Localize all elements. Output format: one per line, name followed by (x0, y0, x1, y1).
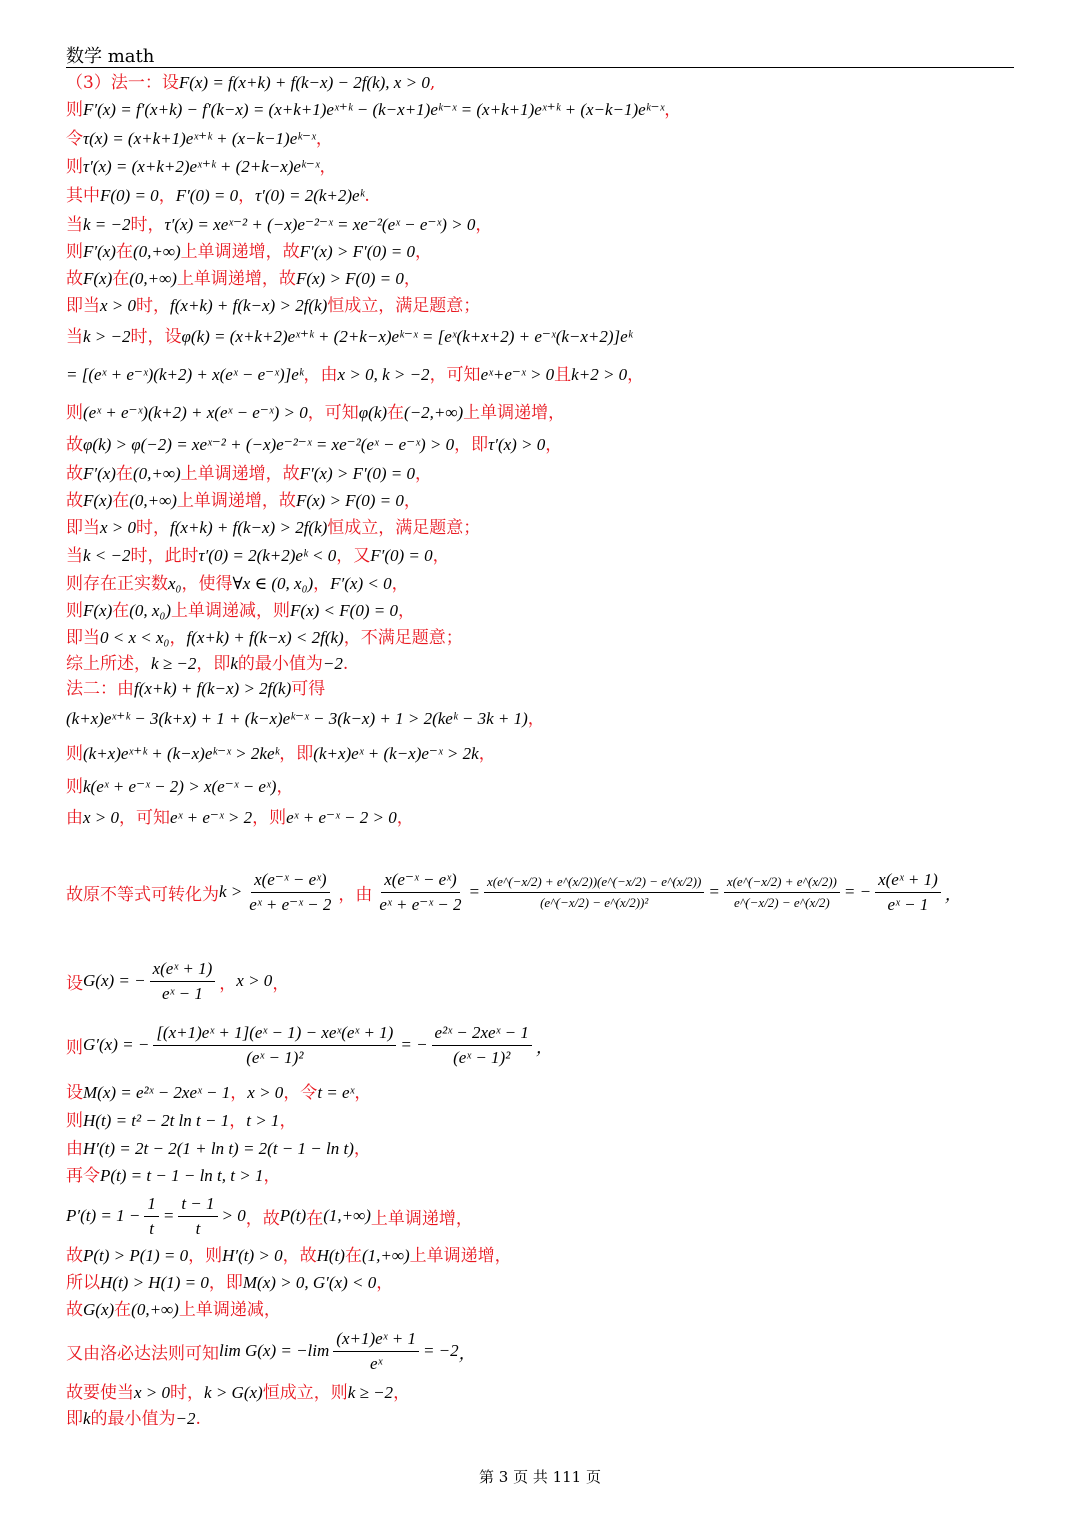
text: 的最小值为 (237, 653, 323, 674)
text: ， (397, 600, 415, 621)
math: τ′(x) = (x+k+2)eˣ⁺ᵏ + (2+k−x)eᵏ⁻ˣ (83, 157, 320, 176)
solution-line (66, 1107, 1014, 1135)
text: 即当 (66, 518, 100, 538)
text: . (364, 186, 370, 206)
text: 即 (66, 1408, 83, 1429)
math: k(eˣ + e⁻ˣ − 2) > x(e⁻ˣ − eˣ) (83, 776, 277, 796)
math: = − (400, 1035, 428, 1054)
text: 时， (136, 296, 171, 316)
math: ∀x ∈ (0, x₀) (232, 573, 314, 593)
math: eˣ+e⁻ˣ > 0 (480, 365, 555, 384)
text: ， (319, 157, 337, 177)
math: G′(x) = − (83, 1035, 150, 1054)
g-derivative-line (66, 1011, 1014, 1079)
math: F(x) > F(0) = 0 (295, 490, 404, 510)
math: M(x) > 0, G′(x) < 0 (242, 1272, 377, 1292)
solution-line (66, 430, 1014, 460)
math: = −2 (422, 1341, 459, 1360)
solution-line (66, 292, 1014, 320)
fraction (178, 1194, 217, 1239)
math: F′(x) > F′(0) = 0 (299, 463, 415, 483)
conclusion-block (66, 1379, 1014, 1431)
text: 上单调递增，故 (176, 268, 296, 289)
solution-line (66, 320, 1014, 354)
text: ， (169, 627, 187, 648)
math: G(x) (83, 1299, 115, 1319)
math: > 0 (221, 1206, 246, 1225)
math: G(x) = − (83, 971, 146, 990)
denominator: eˣ − 1 (162, 983, 203, 1003)
text: 在 (115, 463, 133, 484)
math: x > 0, k > −2 (337, 365, 430, 384)
solution-line (66, 1406, 1014, 1431)
text: ， (393, 1382, 411, 1403)
text: 且 (554, 365, 572, 385)
text: 故 (66, 490, 83, 511)
text: 又由洛必达法则可知 (66, 1343, 219, 1364)
fraction (150, 959, 216, 1004)
text: ， (664, 100, 682, 120)
solution-line (66, 514, 1014, 542)
math: P(t) > P(1) = 0 (83, 1245, 189, 1265)
math: (k+x)eˣ⁺ᵏ − 3(k+x) + 1 + (k−x)eᵏ⁻ˣ − 3(k−x) + 1 > 2(keᵏ − 3k + 1) (66, 709, 528, 728)
math: ， (944, 884, 962, 904)
text: 则 (66, 241, 83, 262)
text: ， (478, 743, 496, 764)
text: 则 (66, 1037, 83, 1058)
solution-line (66, 701, 1014, 737)
solution-line (66, 651, 1014, 676)
page-number-footer: 第 3 页 共 111 页 (478, 1468, 601, 1486)
text: ， (403, 268, 421, 289)
math: k > −2 (83, 327, 131, 346)
text: ，即 (196, 653, 231, 674)
text: 再令 (66, 1166, 100, 1186)
text: 时， (130, 214, 165, 235)
text: ， (229, 1111, 247, 1131)
text: 在 (112, 268, 130, 289)
math: k ≥ −2 (151, 653, 197, 673)
text: 当 (66, 327, 83, 347)
transform-inequality-line (66, 833, 1014, 951)
text: 故 (66, 268, 83, 289)
text: 时，此时 (130, 546, 199, 566)
math: = (708, 882, 720, 901)
text: ，可知 (429, 365, 481, 385)
math: H(t) = t² − 2t ln t − 1 (83, 1111, 230, 1130)
text: 则 (66, 600, 83, 621)
math: t > 1 (246, 1111, 280, 1130)
text: ，即 (279, 743, 314, 764)
math: = [(eˣ + e⁻ˣ)(k+2) + x(eˣ − e⁻ˣ)]eᵏ (66, 365, 304, 384)
math: τ′(x) = xeˣ⁻² + (−x)e⁻²⁻ˣ = xe⁻²(eˣ − e⁻ˣ) > 0 (164, 214, 476, 234)
g-definition-line (66, 951, 1014, 1011)
solution-line (66, 803, 1014, 833)
p-derivative-line (66, 1190, 1014, 1242)
denominator: eˣ + e⁻ˣ − 2 (379, 894, 462, 914)
numerator: t − 1 (178, 1194, 217, 1217)
math: φ(k) = (x+k+2)eˣ⁺ᵏ + (2+k−x)eᵏ⁻ˣ = [eˣ(k+x+2) + e⁻ˣ(k−x+2)]eᵏ (181, 327, 633, 346)
math: τ′(x) > 0 (488, 435, 546, 454)
text: ， (354, 1083, 372, 1103)
text: 即当 (66, 627, 100, 648)
solution-line (66, 396, 1014, 430)
solution-line (66, 1296, 1014, 1323)
text: 时，设 (130, 327, 182, 347)
text: 则 (66, 743, 83, 764)
text: ，故 (245, 1208, 280, 1229)
solution-line (66, 597, 1014, 624)
text: 设 (66, 973, 83, 994)
text: ， (353, 1138, 371, 1159)
text: , (429, 72, 436, 93)
text: ， (219, 973, 237, 994)
math: f(x+k) + f(k−x) > 2f(k) (170, 296, 328, 315)
solution-line (66, 211, 1014, 238)
text: 则 (66, 100, 83, 120)
text: 当 (66, 546, 83, 566)
math: H′(t) > 0 (222, 1245, 283, 1265)
solution-line (66, 624, 1014, 651)
text: ， (376, 1272, 394, 1293)
text: ，则 (252, 808, 287, 828)
solution-line (66, 542, 1014, 570)
math: k (83, 1408, 91, 1428)
text: 在 (387, 403, 405, 423)
math: = − (843, 882, 872, 901)
text: ，由 (338, 884, 373, 905)
math: k (230, 653, 238, 673)
text: ， (263, 1166, 281, 1186)
text: 的最小值为 (90, 1408, 176, 1429)
math: (0,+∞) (131, 1299, 179, 1319)
text: ， (527, 709, 545, 729)
solution-line (66, 95, 1014, 125)
text: ，则 (188, 1245, 223, 1266)
math: M(x) = e²ˣ − 2xeˣ − 1 (83, 1083, 231, 1102)
solution-line (66, 238, 1014, 265)
solution-line (66, 125, 1014, 153)
text: ，又 (336, 546, 371, 566)
text: 则 (66, 403, 83, 423)
denominator: eˣ + e⁻ˣ − 2 (249, 894, 332, 914)
solution-line (66, 460, 1014, 487)
text: ， (391, 573, 409, 594)
fraction (432, 1023, 532, 1068)
text: 令 (66, 129, 83, 149)
text: 上单调递减， (178, 1299, 281, 1320)
denominator: eˣ (369, 1353, 383, 1373)
text: ，即 (454, 435, 489, 455)
text: 上单调递增， (409, 1245, 512, 1266)
solution-line (66, 265, 1014, 292)
denominator: e^(−x/2) − e^(x/2) (734, 894, 830, 910)
text: ， (403, 490, 421, 511)
math: f(x+k) + f(k−x) > 2f(k) (134, 678, 292, 698)
math: (0,+∞) (132, 241, 181, 261)
text: 时， (170, 1382, 205, 1403)
text: 上单调递增，故 (180, 241, 300, 262)
math: (k+x)eˣ + (k−x)e⁻ˣ > 2k (313, 743, 479, 763)
math: F(x) = f(x+k) + f(k−x) − 2f(k), x > 0 (178, 72, 430, 92)
limit-line (66, 1323, 1014, 1379)
math: k < −2 (83, 546, 131, 565)
math: φ(k) (358, 403, 388, 422)
numerator: 1 (144, 1194, 159, 1217)
solution-line (66, 354, 1014, 396)
text: ， (272, 973, 290, 994)
math: x > 0 (83, 808, 120, 827)
math: F′(0) = 0 (175, 186, 239, 205)
text: 上单调递减，则 (171, 600, 291, 621)
text: ， (158, 186, 176, 206)
math: H′(t) = 2t − 2(1 + ln t) = 2(t − 1 − ln t) (83, 1138, 354, 1158)
math: lim G(x) = −lim (219, 1341, 330, 1360)
text: 故 (66, 1245, 83, 1266)
text: 则存在正实数 (66, 573, 168, 594)
math: (0,+∞) (132, 463, 181, 483)
math: H(t) (316, 1245, 345, 1265)
text: 故 (66, 435, 83, 455)
math: −2 (175, 1408, 196, 1428)
fraction (153, 1023, 396, 1068)
denominator: (e^(−x/2) − e^(x/2))² (540, 894, 649, 910)
text: （3）法一：设 (66, 72, 179, 93)
math: τ(x) = (x+k+1)eˣ⁺ᵏ + (x−k−1)eᵏ⁻ˣ (83, 129, 316, 148)
fraction (144, 1194, 159, 1239)
solution-line (66, 1162, 1014, 1190)
math: k = −2 (83, 214, 131, 234)
math: P′(t) = 1 − (66, 1206, 141, 1225)
math: (0, x₀) (129, 600, 172, 620)
text: 所以 (66, 1272, 100, 1293)
math: (0,+∞) (129, 490, 177, 510)
solution-line (66, 1079, 1014, 1107)
numerator: [(x+1)eˣ + 1](eˣ − 1) − xeˣ(eˣ + 1) (153, 1023, 396, 1046)
fraction (333, 1329, 419, 1374)
math: k > (219, 882, 243, 901)
math: P(t) (279, 1206, 307, 1225)
text: ， (238, 186, 256, 206)
math: x > 0 (100, 518, 137, 537)
numerator: e²ˣ − 2xeˣ − 1 (432, 1023, 532, 1046)
text: ， (313, 573, 331, 594)
math: eˣ + e⁻ˣ > 2 (170, 808, 253, 827)
text: 其中 (66, 186, 100, 206)
solution-line (66, 737, 1014, 770)
math: (0,+∞) (129, 268, 177, 288)
numerator: x(e⁻ˣ − eˣ) (381, 870, 460, 893)
text: ， (475, 214, 493, 235)
math: x > 0 (247, 1083, 284, 1102)
math: (eˣ + e⁻ˣ)(k+2) + x(eˣ − e⁻ˣ) > 0 (83, 403, 308, 422)
page-header: 数学 math (66, 46, 155, 67)
denominator: (eˣ − 1)² (246, 1047, 304, 1067)
math: F′(x) < 0 (330, 573, 392, 593)
text: ， (396, 808, 414, 828)
math: −2 (322, 653, 343, 673)
text: ， (315, 129, 333, 149)
text: ，故 (282, 1245, 317, 1266)
fraction (724, 874, 840, 911)
text: ，即 (208, 1272, 243, 1293)
text: 上单调递增，故 (176, 490, 296, 511)
denominator: eˣ − 1 (887, 894, 929, 914)
text: 则 (66, 1111, 83, 1131)
solution-line (66, 1379, 1014, 1406)
math: = (162, 1206, 175, 1225)
math: 0 < x < x₀ (100, 627, 170, 647)
text: 由 (66, 808, 83, 828)
math: (1,+∞) (323, 1206, 371, 1225)
math: P(t) = t − 1 − ln t, t > 1 (100, 1166, 264, 1185)
math: k+2 > 0 (571, 365, 628, 384)
text: 上单调递增， (370, 1208, 473, 1229)
text: 故要使当 (66, 1382, 134, 1403)
math: F′(x) > F′(0) = 0 (299, 241, 415, 261)
text: 即当 (66, 296, 100, 316)
header-rule (66, 67, 1014, 68)
solution-line (66, 153, 1014, 181)
math: F(0) = 0 (100, 186, 159, 205)
math: H(t) > H(1) = 0 (100, 1272, 209, 1292)
math: F′(0) = 0 (370, 546, 433, 565)
method-one-block (66, 70, 1014, 833)
math: F(x) (83, 490, 113, 510)
text: ， (415, 463, 432, 484)
text: 在 (115, 241, 133, 262)
denominator: (eˣ − 1)² (453, 1047, 511, 1067)
text: ， (230, 1083, 248, 1103)
text: 时， (136, 518, 171, 538)
text: ， (432, 546, 450, 566)
text: ，可知 (119, 808, 171, 828)
text: 在 (112, 600, 130, 621)
math: F(x) > F(0) = 0 (295, 268, 404, 288)
solution-body (66, 70, 1014, 1431)
text: ，使得 (181, 573, 233, 594)
text: 在 (344, 1245, 362, 1266)
text: 则 (66, 157, 83, 177)
text: ， (545, 435, 563, 455)
fraction (484, 874, 704, 911)
math: F(x) (83, 268, 113, 288)
text: ，令 (283, 1083, 318, 1103)
text: 设 (66, 1083, 83, 1103)
solution-line (66, 676, 1014, 701)
solution-line (66, 487, 1014, 514)
math: (k+x)eˣ⁺ᵏ + (k−x)eᵏ⁻ˣ > 2keᵏ (83, 743, 280, 763)
text: ，不满足题意； (343, 627, 463, 648)
text: 由 (66, 1138, 83, 1159)
text: ， (276, 776, 294, 797)
text: ， (415, 241, 432, 262)
fraction (376, 870, 464, 915)
math: k ≥ −2 (347, 1382, 394, 1402)
math: F′(x) = f′(x+k) − f′(k−x) = (x+k+1)eˣ⁺ᵏ − (k−x+1)eᵏ⁻ˣ = (x+k+1)eˣ⁺ᵏ + (x−k−1)eᵏ⁻ˣ (83, 100, 665, 119)
math: φ(k) > φ(−2) = xeˣ⁻² + (−x)e⁻²⁻ˣ = xe⁻²(eˣ − e⁻ˣ) > 0 (83, 435, 455, 454)
numerator: (x+1)eˣ + 1 (333, 1329, 419, 1352)
math: x > 0 (134, 1382, 171, 1402)
text: 综上所述， (66, 653, 151, 674)
text: 故 (66, 1299, 83, 1320)
text: 故原不等式可转化为 (66, 884, 219, 905)
text: ， (627, 365, 645, 385)
numerator: x(eˣ + 1) (875, 870, 941, 893)
solution-line (66, 1242, 1014, 1269)
text: 可得 (291, 678, 326, 699)
text: 在 (112, 490, 130, 511)
text: 在 (306, 1208, 324, 1229)
math: x > 0 (100, 296, 137, 315)
math: τ′(0) = 2(k+2)eᵏ < 0 (198, 546, 337, 565)
numerator: x(e⁻ˣ − eˣ) (251, 870, 330, 893)
math: ， (458, 1343, 476, 1363)
text: 法二：由 (66, 678, 134, 699)
numerator: x(e^(−x/2) + e^(x/2)) (724, 874, 840, 893)
text: 恒成立，满足题意； (327, 296, 481, 316)
math: (1,+∞) (361, 1245, 410, 1265)
math: f(x+k) + f(k−x) > 2f(k) (170, 518, 328, 537)
math: F′(x) (83, 241, 116, 261)
math: t = eˣ (317, 1083, 355, 1102)
text: ，由 (303, 365, 338, 385)
text: . (195, 1408, 201, 1429)
text: 当 (66, 214, 83, 235)
substitution-block (66, 1079, 1014, 1190)
math: x₀ (168, 573, 182, 593)
text: 则 (66, 776, 83, 797)
solution-line (66, 770, 1014, 803)
text: 恒成立，满足题意； (327, 518, 481, 538)
text: ， (279, 1111, 297, 1131)
denominator: t (149, 1218, 154, 1238)
text: 故 (66, 463, 83, 484)
text: 上单调递增，故 (180, 463, 300, 484)
solution-line (66, 1269, 1014, 1296)
text: . (342, 653, 349, 674)
math: x > 0 (236, 971, 273, 990)
fraction (246, 870, 334, 915)
text: 恒成立，则 (262, 1382, 348, 1403)
math: = (468, 882, 480, 901)
text: 上单调递增， (463, 403, 566, 423)
math: f(x+k) + f(k−x) < 2f(k) (186, 627, 344, 647)
math: F(x) (83, 600, 113, 620)
math: ， (535, 1037, 553, 1057)
math: F′(x) (83, 463, 116, 483)
solution-line (66, 70, 1014, 95)
numerator: x(eˣ + 1) (150, 959, 216, 982)
math: (−2,+∞) (404, 403, 464, 422)
math: eˣ + e⁻ˣ − 2 > 0 (286, 808, 397, 827)
math: F(x) < F(0) = 0 (290, 600, 398, 620)
solution-line (66, 1135, 1014, 1162)
solution-line (66, 181, 1014, 211)
text: 在 (114, 1299, 132, 1320)
math: k > G(x) (204, 1382, 263, 1402)
denominator: t (195, 1218, 201, 1238)
numerator: x(e^(−x/2) + e^(x/2))(e^(−x/2) − e^(x/2)) (484, 874, 704, 893)
fraction (875, 870, 941, 915)
math: τ′(0) = 2(k+2)eᵏ (255, 186, 365, 205)
monotonic-block (66, 1242, 1014, 1323)
text: ，可知 (307, 403, 359, 423)
solution-line (66, 570, 1014, 597)
